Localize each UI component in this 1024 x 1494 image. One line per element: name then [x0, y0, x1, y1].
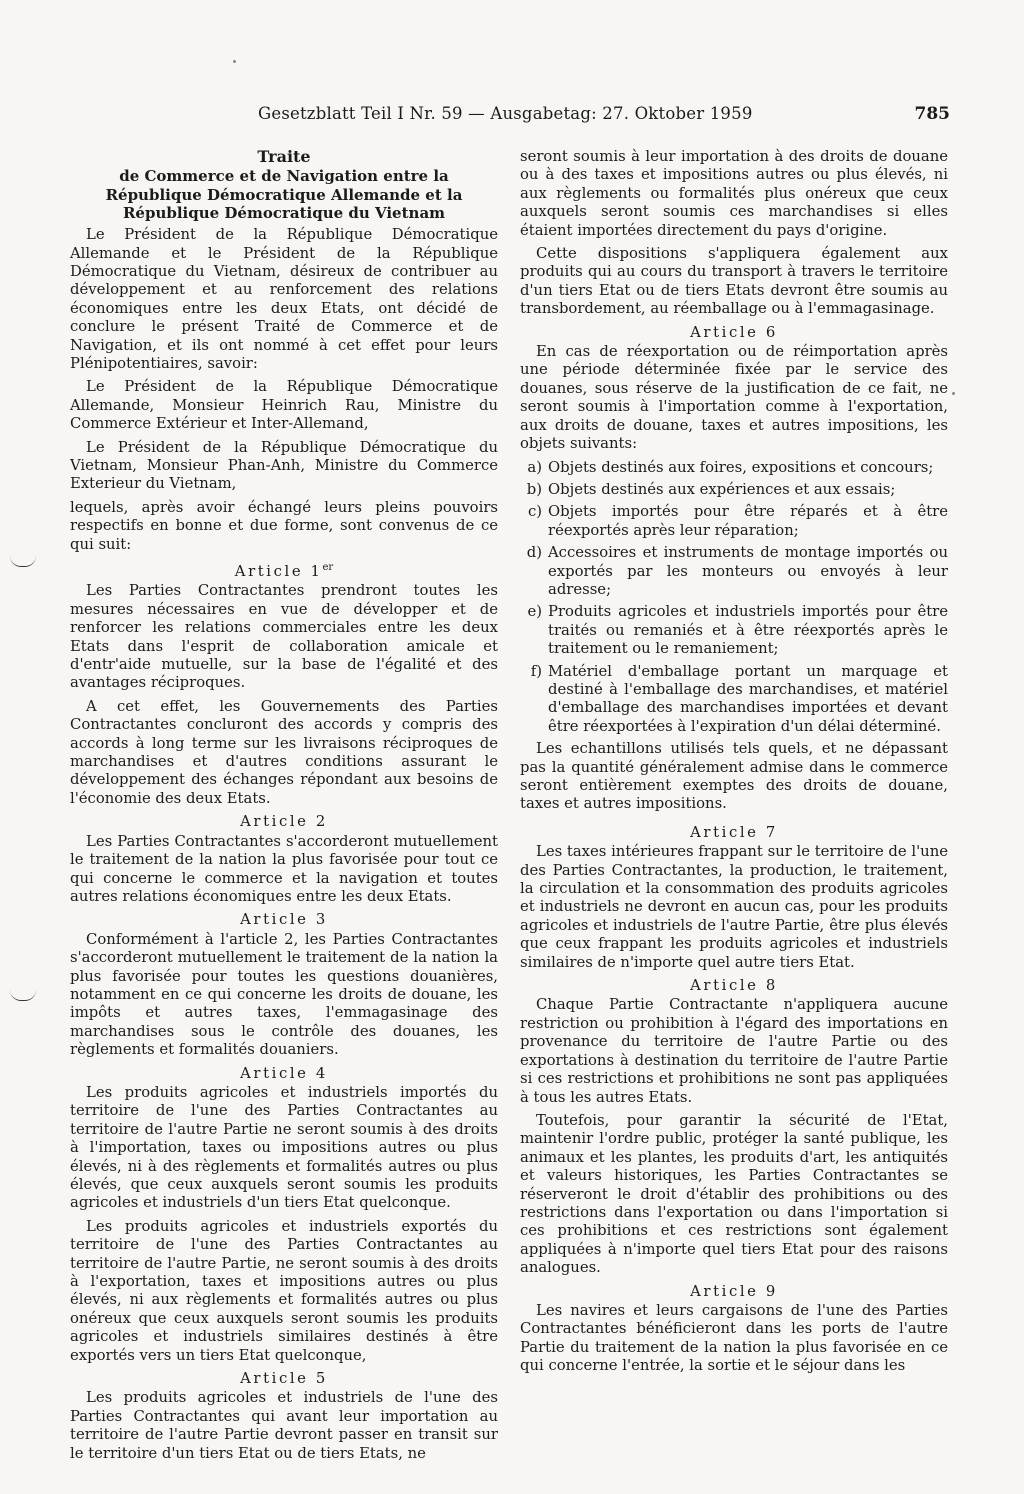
article-paragraph: Cette dispositions s'appliquera également aux produits qui au cours du transport à travers le territoire d'un tiers Etat ou de tiers Etats devront être soumis au transbordement, au réemballage ou à l'emmagasinage.	[520, 245, 948, 318]
article-paragraph: Toutefois, pour garantir la sécurité de l'Etat, maintenir l'ordre public, protéger la santé publique, les animaux et les plantes, les produits d'art, les antiquités et valeurs historiques, les Parties Contractantes se réserveront le droit d'établir des prohibitions ou des restrictions dans l'exportation ou dans l'importation si ces prohibitions et ces restrictions sont également appliquées à n'importe quel tiers Etat pour des raisons analogues.	[520, 1111, 948, 1277]
title-line: République Démocratique du Vietnam	[122, 204, 446, 223]
article-paragraph: A cet effet, les Gouvernements des Parties Contractantes concluront des accords y compris des accords à long terme sur les livraisons réciproques de marchandises et d'autres conditions assurant le développement des échanges répondant aux besoins de l'économie des deux Etats.	[70, 697, 498, 807]
article-heading: Article 4	[240, 1064, 328, 1082]
preamble-paragraph: Le Président de la République Démocratique Allemande et le Président de la République Démocratique du Vietnam, désireux de contribuer au développement et au renforcement des relations économiques entre les deux Etats, ont décidé de conclure le présent Traité de Commerce et de Navigation, et ils ont nommé à cet effet pour leurs Plénipotentiaires, savoir:	[70, 226, 498, 373]
preamble-paragraph: Le Président de la République Démocratique Allemande, Monsieur Heinrich Rau, Ministre du Commerce Extérieur et Inter-Allemand,	[70, 378, 498, 433]
article-paragraph: En cas de réexportation ou de réimportation après une période déterminée fixée par le service des douanes, sous réserve de la justification de ce fait, ne seront soumis à l'importation comme à l'exportation, aux droits de douane, taxes et autres impositions, les objets suivants:	[520, 343, 948, 453]
article-paragraph: Les taxes intérieures frappant sur le territoire de l'une des Parties Contractantes, la production, le traitement, la circulation et la consommation des produits agricoles et industriels ne devront en aucun cas, pour les produits agricoles et industriels de l'autre Partie, être plus élevés que ceux frappant les produits agricoles et industriels similaires de n'importe quel autre tiers Etat.	[520, 843, 948, 971]
article-paragraph: Les Parties Contractantes s'accorderont mutuellement le traitement de la nation la plus favorisée pour tout ce qui concerne le commerce et la navigation et toutes autres relations économiques entre les deux Etats.	[70, 832, 498, 905]
article-paragraph: Les produits agricoles et industriels importés du territoire de l'une des Parties Contractantes au territoire de l'autre Partie ne seront soumis à des droits à l'importation, taxes ou impositions autres ou plus élevés, ni à des règlements et formalités autres ou plus élevés, que ceux auxquels seront soumis les produits agricoles et industriels d'un tiers Etat quelconque.	[70, 1083, 498, 1212]
title-line: Traite	[257, 147, 311, 166]
list-label: c)	[527, 503, 542, 521]
list-text: Matériel d'emballage portant un marquage et destiné à l'emballage des marchandises, et matériel d'emballage des marchandises importées et devant être réexportées à l'expiration d'un délai déterminé.	[548, 662, 948, 735]
page-number: 785	[914, 104, 950, 124]
page-header	[72, 104, 950, 130]
list-label: a)	[527, 458, 542, 476]
list-text: Produits agricoles et industriels importés pour être traités ou remaniés et à être réexportés après le traitement ou le remaniement;	[548, 603, 948, 658]
margin-mark	[10, 990, 36, 1001]
article-paragraph: Les echantillons utilisés tels quels, et ne dépassant pas la quantité généralement admise dans le commerce seront entièrement exemptes des droits de douane, taxes et autres impositions.	[520, 740, 948, 813]
title-line: de Commerce et de Navigation entre la	[119, 166, 449, 185]
list-item	[520, 544, 948, 599]
article-paragraph-continued: seront soumis à leur importation à des droits de douane ou à des taxes et impositions autres ou plus élevés, ni aux règlements ou formalités plus onéreux que ceux auxquels seront soumis ces marchandises si elles étaient importées directement du pays d'origine.	[520, 148, 948, 239]
preamble-paragraph: Le Président de la République Démocratique du Vietnam, Monsieur Phan-Anh, Ministre du Commerce Exterieur du Vietnam,	[70, 438, 498, 493]
article-heading: Article 5	[240, 1370, 328, 1388]
list-item	[520, 459, 948, 477]
article-heading: Article 3	[240, 911, 328, 929]
list-text: Objets destinés aux foires, expositions et concours;	[548, 458, 934, 476]
list-item	[520, 503, 948, 540]
article-heading-text: Article 1	[234, 563, 323, 581]
article-heading: Article 7	[690, 823, 778, 841]
article-paragraph: Les produits agricoles et industriels de l'une des Parties Contractantes qui avant leur importation au territoire de l'autre Partie devront passer en transit sur le territoire d'un tiers Etat ou de tiers Etats, ne	[70, 1389, 498, 1462]
list-text: Objets destinés aux expériences et aux essais;	[548, 480, 896, 498]
list-label: e)	[527, 603, 542, 621]
article-heading: Article 9	[690, 1282, 778, 1300]
right-column	[520, 148, 948, 1381]
article-paragraph: Conformément à l'article 2, les Parties Contractantes s'accorderont mutuellement le traitement de la nation la plus favorisée pour toutes les questions douanières, notamment en ce qui concerne les droits de douane, les impôts et autres taxes, l'emmagasinage des marchandises sous le contrôle des douanes, les règlements et formalités douaniers.	[70, 930, 498, 1059]
article-paragraph: Les Parties Contractantes prendront toutes les mesures nécessaires en vue de développer et de renforcer les relations commerciales entre les deux Etats dans l'esprit de collaboration amicale et d'entr'aide mutuelle, sur la base de l'égalité et des avantages réciproques.	[70, 582, 498, 692]
article-heading: Article 8	[690, 977, 778, 995]
list-item	[520, 481, 948, 499]
list-item	[520, 603, 948, 658]
treaty-title	[70, 148, 498, 223]
article-paragraph: Les produits agricoles et industriels exportés du territoire de l'une des Parties Contractantes au territoire de l'autre Partie, ne seront soumis à des droits à l'exportation, taxes et impositions autres ou plus élevés, ni aux règlements et formalités autres ou plus onéreux que ceux auxquels seront soumis les produits agricoles et industriels similaires destinés à être exportés vers un tiers Etat quelconque,	[70, 1217, 498, 1364]
article-paragraph: Chaque Partie Contractante n'appliquera aucune restriction ou prohibition à l'égard des importations en provenance du territoire de l'autre Partie ou des exportations à destination du territoire de l'autre Partie si ces restrictions et prohibitions ne sont pas appliquées à tous les autres Etats.	[520, 996, 948, 1106]
article-paragraph: Les navires et leurs cargaisons de l'une des Parties Contractantes bénéficieront dans les ports de l'autre Partie du traitement de la nation la plus favorisée en ce qui concerne l'entrée, la sortie et le séjour dans les	[520, 1301, 948, 1375]
list-label: b)	[526, 480, 542, 498]
left-column	[70, 148, 498, 1468]
article-heading	[70, 559, 498, 581]
article-heading-superscript: er	[322, 562, 334, 574]
list-item	[520, 663, 948, 737]
preamble-closing: lequels, après avoir échangé leurs pleins pouvoirs respectifs en bonne et due forme, sont convenus de ce qui suit:	[70, 498, 498, 553]
scan-speck	[952, 392, 955, 395]
list-label: f)	[530, 662, 542, 680]
title-line: République Démocratique Allemande et la	[105, 185, 463, 204]
list-text: Accessoires et instruments de montage importés ou exportés par les monteurs ou envoyés à leur adresse;	[548, 544, 948, 598]
article-heading: Article 2	[240, 813, 328, 831]
scan-speck	[233, 60, 236, 63]
list-text: Objets importés pour être réparés et à être réexportés après leur réparation;	[548, 503, 948, 539]
margin-mark	[10, 556, 36, 567]
gazette-title: Gesetzblatt Teil I Nr. 59 — Ausgabetag: 27. Oktober 1959	[258, 104, 753, 123]
article-heading: Article 6	[690, 323, 778, 341]
list-label: d)	[526, 544, 542, 562]
